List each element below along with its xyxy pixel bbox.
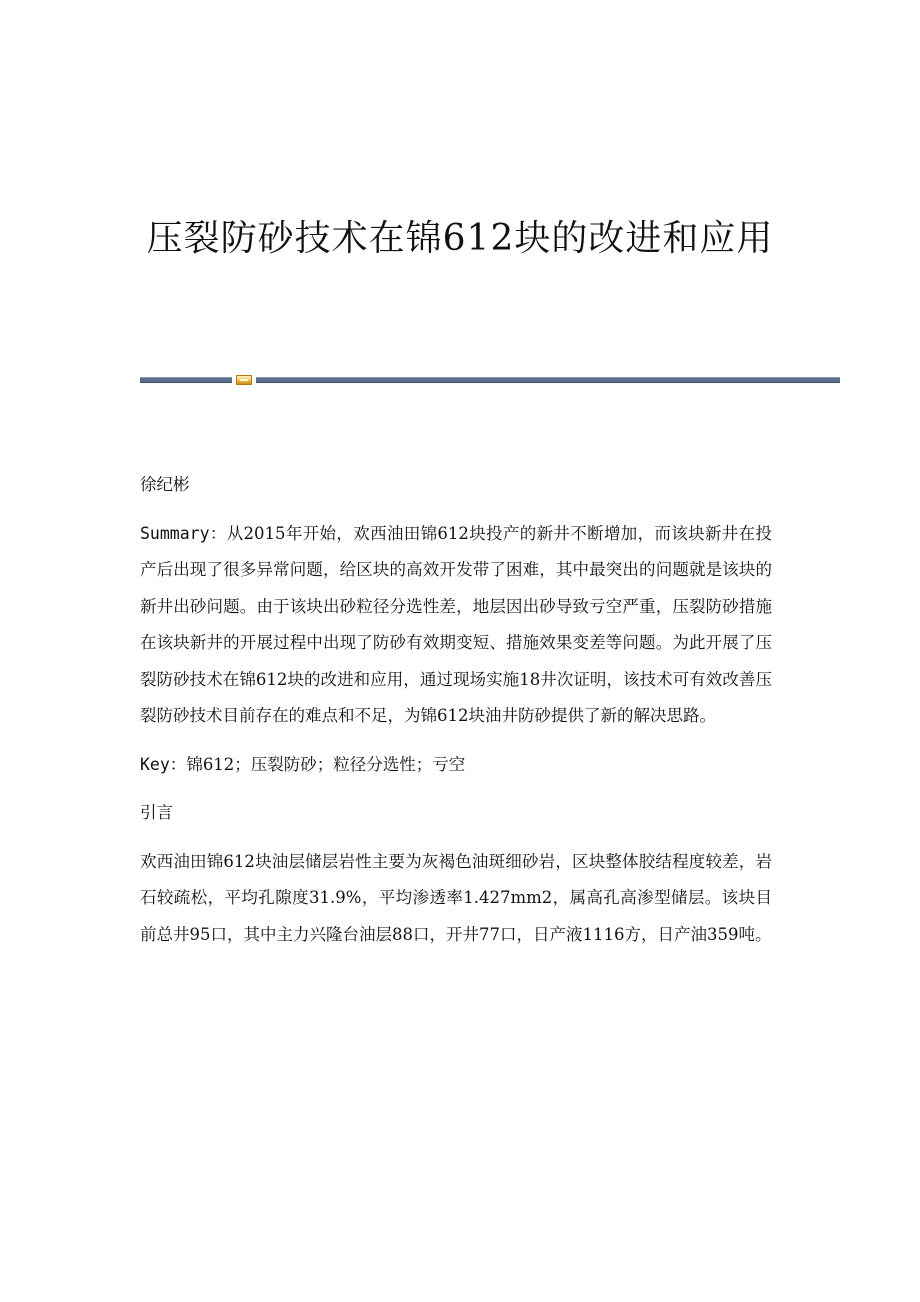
title-divider — [140, 375, 840, 385]
author-name: 徐纪彬 — [140, 475, 190, 494]
document-body — [140, 467, 772, 953]
divider-ornament-icon — [236, 375, 252, 385]
keywords-text: 锦612；压裂防砂；粒径分选性；亏空 — [186, 754, 466, 774]
intro-heading: 引言 — [140, 803, 173, 822]
intro-paragraph: 欢西油田锦612块油层储层岩性主要为灰褐色油斑细砂岩，区块整体胶结程度较差，岩石较疏松，平均孔隙度31.9%，平均渗透率1.427mm2，属高孔高渗型储层。该块目前总井95口，其中主力兴隆台油层88口，开井77口，日产液1116方，日产油359吨。 — [140, 851, 772, 944]
document-title: 压裂防砂技术在锦612块的改进和应用 — [146, 218, 774, 259]
divider-bar-left — [140, 377, 232, 383]
keywords-label: Key： — [140, 754, 187, 774]
summary-text: 从2015年开始，欢西油田锦612块投产的新井不断增加，而该块新井在投产后出现了很多异常问题，给区块的高效开发带了困难，其中最突出的问题就是该块的新井出砂问题。由于该块出砂粒径分选性差，地层因出砂导致亏空严重，压裂防砂措施在该块新井的开展过程中出现了防砂有效期变短、措施效果变差等问题。为此开展了压裂防砂技术在锦612块的改进和应用，通过现场实施18井次证明，该技术可有效改善压裂防砂技术目前存在的难点和不足，为锦612块油井防砂提供了新的解决思路。 — [140, 523, 772, 725]
divider-bar-right — [256, 377, 840, 383]
summary-paragraph — [140, 516, 772, 735]
keywords-paragraph — [140, 747, 772, 784]
summary-label: Summary： — [140, 523, 227, 543]
